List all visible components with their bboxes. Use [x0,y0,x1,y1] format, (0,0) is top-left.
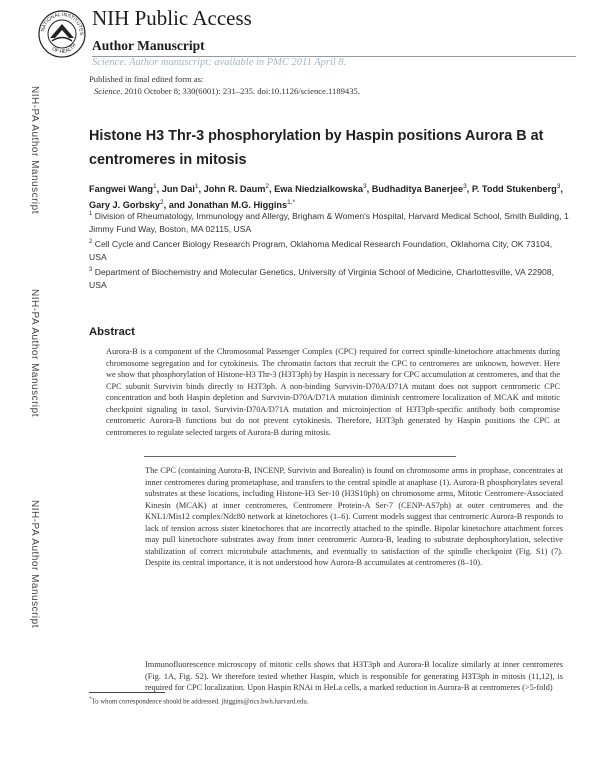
affiliation-2 [89,236,569,264]
author-affiliation-marker: 3 [363,183,367,190]
footnote-text: To whom correspondence should be addressed. jhiggins@rics.bwh.harvard.edu. [91,698,309,706]
sidebar-label-3: NIH-PA Author Manuscript [29,500,40,628]
affiliation-marker: 1 [89,211,93,217]
affiliation-marker: 2 [89,239,93,245]
author-list: Fangwei Wang$^1$, Jun Dai$^1$, John R. Daum$^2$, Ewa Niedzialkowska$^3$, Budhaditya Banerjee$^3$, P. Todd Stukenberg$^3$, Gary J. Gorbsky$^2$, and Jonathan M.G. Higgins$^{1,*}$ [89,183,563,211]
author-name [472,184,561,194]
author-affiliation-marker: 3 [463,183,467,190]
logo-text-top: NATIONAL INSTITUTES [40,11,85,36]
author-name-text: Jun Dai [161,184,195,195]
author-affiliation-marker: 1 [194,183,199,190]
abstract-text: Aurora-B is a component of the Chromosomal Passenger Complex (CPC) required for correct spindle-kinetochore attachments during chromosome segregation and for cytokinesis. The chromatin factors that recruit the CPC to centromeres are unknown, however. Here we show that phosphorylation of Histone-H3 Thr-3 (H3T3ph) by Haspin is necessary for CPC accumulation at centromeres, and that the CPC subunit Survivin binds directly to H3T3ph. A non-binding Survivin-D70A/D71A mutant does not support centromeric CPC concentration and both Haspin depletion and Survivin-D70A/D71A mutation diminish centromere localization of MCAK and mitotic checkpoint signaling in taxol. Survivin-D70A/D71A mutation and microinjection of H3T3ph-specific antibody both compromise centromeric Aurora-B functions but do not prevent cytokinesis. Therefore, H3T3ph generated by Haspin positions the CPC at centromeres to regulate selected targets of Aurora-B during mitosis. [106,347,560,437]
affiliation-text: Cell Cycle and Cancer Biology Research Program, Oklahoma Medical Research Foundation, Oklahoma City, OK 73104, USA [89,238,553,262]
footnote-divider [89,692,165,693]
citation [94,86,360,96]
author-name-text: Gary J. Gorbsky [89,200,160,211]
author-name-text: Ewa Niedzialkowska [274,184,363,195]
author-name-text: John R. Daum [203,184,266,195]
abstract-heading: Abstract [89,326,135,338]
logo-text-bottom: OF HEALTH [50,42,78,56]
section-divider [144,456,456,457]
citation-details: . 2010 October 8; 330(6001): 231–235. doi:10.1126/science.1189435. [120,86,360,96]
footnote-marker: * [89,697,92,702]
affiliation-3 [89,264,569,292]
body-paragraph-2: Immunofluorescence microscopy of mitotic cells shows that H3T3ph and Aurora-B localize similarly at inner centromeres (Fig. 1A, Fig. S2). We therefore tested whether Haspin, which is responsible for generating H3T3ph in mitosis (11,12), is required for CPC localization. Upon Haspin RNAi in HeLa cells, a marked reduction in Aurora-B at centromeres (>5-fold) [145,660,563,692]
svg-text:NATIONAL INSTITUTES [40,12,84,36]
published-label: Published in final edited form as: [89,74,204,84]
author-affiliation-marker: 3 [556,183,561,190]
nih-logo [38,10,86,58]
affiliation-text: Division of Rheumatology, Immunology and Allergy, Brigham & Women's Hospital, Harvard Medical School, Smith Building, 1 Jimmy Fund Way, Boston, MA 02115, USA [89,210,569,234]
author-affiliation-marker: 1,* [287,199,296,207]
author-name-text: Fangwei Wang [89,184,153,195]
author-affiliation-marker: 2 [159,199,164,207]
author-name-text: P. Todd Stukenberg [471,184,557,195]
affiliation-marker: 3 [89,267,93,273]
affiliation-1 [89,208,569,236]
author-name-text: Budhaditya Banerjee [371,184,464,195]
author-affiliation-marker: 2 [265,183,270,190]
correspondence-footnote [89,697,309,705]
author-name [89,184,157,194]
author-name [162,184,199,194]
journal-name: Science [94,86,121,96]
author-name [204,184,269,194]
sidebar-label-2: NIH-PA Author Manuscript [29,289,40,417]
author-name-text: Jonathan M.G. Higgins [187,200,288,211]
sidebar-label-1: NIH-PA Author Manuscript [29,86,40,214]
affiliation-text: Department of Biochemistry and Molecular Genetics, University of Virginia School of Medicine, Charlottesville, VA 22908, USA [89,266,554,290]
author-affiliation-marker: 1 [152,183,157,190]
author-name [372,184,467,194]
author-name [274,184,366,194]
body-paragraph-1: The CPC (containing Aurora-B, INCENP, Survivin and Borealin) is found on chromosome arms in prophase, concentrates at inner centromeres during prometaphase, and transfers to the central spindle at anaphase (1). Aurora-B phosphorylates several substrates at these locations, including Histone-H3 Ser-10 (H3S10ph) on chromosome arms, Mitotic Centromere-Associated Kinesin (MCAK) at inner centromeres, Centromere Protein-A Ser-7 (CENP-AS7ph) at outer centromeres and the KNL1/Mis12 complex/Ndc80 network at kinetochores (1–6). Current models suggest that centromeric Aurora-B responds to lack of tension across sister kinetochores that are incorrectly attached to the spindle. Bipolar kinetochore attachment forces may pull kinetochore substrates away from inner centromeric Aurora-B, leading to substrate dephosphorylation, selective stabilization of correct microtubule attachments, and eventually to satisfaction of the spindle checkpoint (Fig. S1) (7). Despite its central importance, it is not understood how Aurora-B accumulates at centromeres (8–10). [145,466,563,567]
author-manuscript-label: Author Manuscript [92,38,205,53]
availability-note: Science. Author manuscript; available in PMC 2011 April 8. [92,57,347,68]
article-title: Histone H3 Thr-3 phosphorylation by Haspin positions Aurora B at centromeres in mitosis [89,128,544,168]
nih-public-access-title: NIH Public Access [92,6,252,30]
